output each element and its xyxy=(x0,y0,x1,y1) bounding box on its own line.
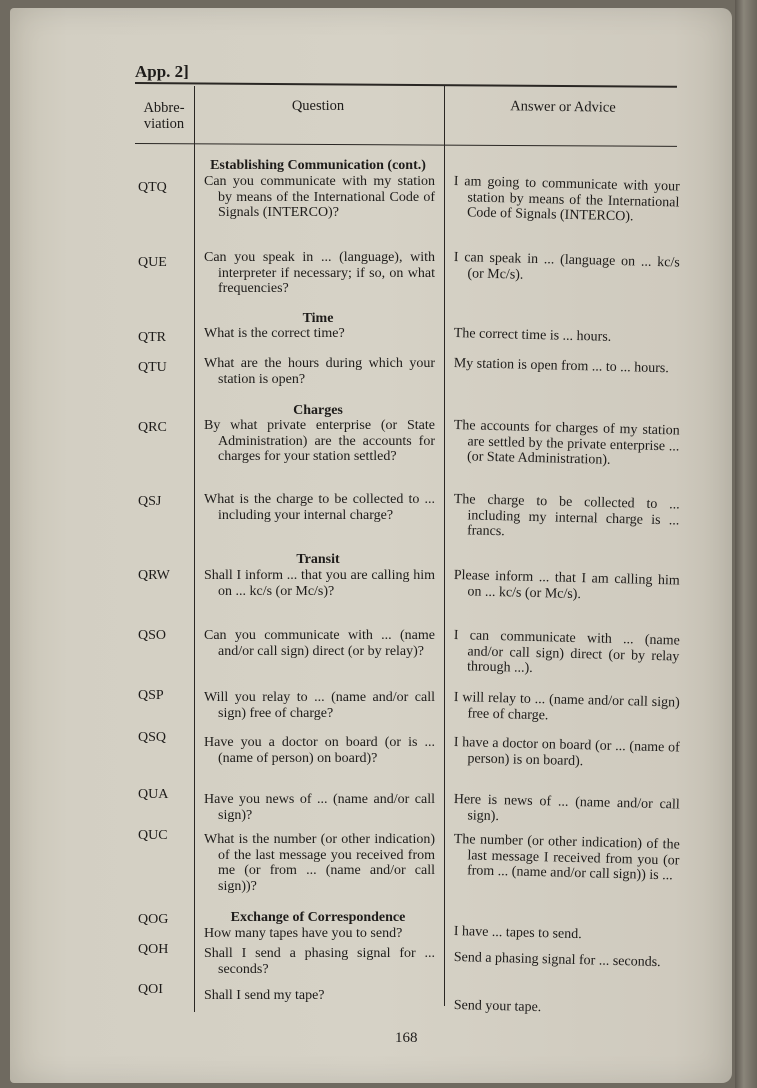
row-question: Can you speak in ... (language), with interpreter if necessary; if so, on what frequencies? xyxy=(204,250,435,296)
row-abbreviation: QOG xyxy=(138,912,169,927)
row-answer: Please inform ... that I am calling him on ... kc/s (or Mc/s). xyxy=(453,568,680,602)
row-answer: Send a phasing signal for ... seconds. xyxy=(453,950,661,971)
row-question: Have you a doctor on board (or is ... (name of person) on board)? xyxy=(204,735,435,766)
row-answer: I can communicate with ... (name and/or call sign) direct (or by relay through ...). xyxy=(453,628,680,676)
row-answer: The number (or other indication) of the last message I received from you (or from ... (name and/or call sign)) is ... xyxy=(453,832,680,884)
row-answer: The correct time is ... hours. xyxy=(453,326,612,345)
row-answer: I am going to communicate with your station by means of the International Code of Signals (INTERCO). xyxy=(453,174,680,225)
row-answer: Here is news of ... (name and/or call sign). xyxy=(453,792,680,824)
row-question: What are the hours during which your station is open? xyxy=(204,356,435,387)
row-question: How many tapes have you to send? xyxy=(204,926,403,941)
row-question: Can you communicate with my station by means of the International Code of Signals (INTERCO)? xyxy=(204,174,435,220)
row-abbreviation: QSP xyxy=(138,688,164,703)
row-abbreviation: QUE xyxy=(138,255,167,270)
section-heading: Charges xyxy=(293,403,343,418)
row-abbreviation: QSJ xyxy=(138,494,162,509)
column-divider xyxy=(194,86,195,1012)
page-number: 168 xyxy=(395,1030,418,1046)
row-abbreviation: QOH xyxy=(138,942,169,957)
row-question: Shall I send a phasing signal for ... seconds? xyxy=(204,946,435,977)
row-question: What is the number (or other indication) of the last message you received from me (or from ... (name and/or call sign))? xyxy=(204,832,435,894)
row-answer: The accounts for charges of my station are settled by the private enterprise ... (or State Administration). xyxy=(453,418,680,468)
row-question: Shall I inform ... that you are calling him on ... kc/s (or Mc/s)? xyxy=(204,568,435,599)
row-question: Can you communicate with ... (name and/or call sign) direct (or by relay)? xyxy=(204,628,435,659)
appendix-header: App. 2] xyxy=(135,62,189,81)
row-question: By what private enterprise (or State Administration) are the accounts for charges for your station settled? xyxy=(204,418,435,464)
row-question: Will you relay to ... (name and/or call sign) free of charge? xyxy=(204,690,435,721)
row-question: What is the correct time? xyxy=(204,326,345,341)
row-abbreviation: QTU xyxy=(138,360,167,375)
section-heading: Transit xyxy=(296,552,340,567)
row-abbreviation: QUA xyxy=(138,787,169,802)
column-header-question: Question xyxy=(291,98,345,114)
row-abbreviation: QUC xyxy=(138,828,168,843)
row-question: Shall I send my tape? xyxy=(204,988,325,1003)
row-answer: My station is open from ... to ... hours. xyxy=(453,356,669,377)
column-header-abbreviation: Abbre- viation xyxy=(143,100,185,132)
row-answer: I can speak in ... (language on ... kc/s (or Mc/s). xyxy=(453,250,680,283)
row-abbreviation: QTR xyxy=(138,330,166,345)
row-answer: I will relay to ... (name and/or call sign) free of charge. xyxy=(453,690,680,723)
section-heading: Establishing Communication (cont.) xyxy=(210,158,426,173)
row-abbreviation: QRW xyxy=(138,568,170,583)
section-heading: Time xyxy=(302,311,334,326)
row-abbreviation: QSQ xyxy=(138,730,167,745)
row-question: What is the charge to be collected to ... including your internal charge? xyxy=(204,492,435,523)
row-answer: The charge to be collected to ... including my internal charge is ... francs. xyxy=(453,492,680,540)
column-divider xyxy=(444,86,445,1006)
row-answer: Send your tape. xyxy=(453,998,542,1016)
row-answer: I have ... tapes to send. xyxy=(453,924,582,943)
section-heading: Exchange of Correspondence xyxy=(230,910,406,925)
column-header-answer: Answer or Advice xyxy=(510,98,616,116)
book-edge xyxy=(735,0,757,1088)
row-abbreviation: QOI xyxy=(138,982,163,997)
row-abbreviation: QSO xyxy=(138,628,167,643)
row-answer: I have a doctor on board (or ... (name of person) is on board). xyxy=(453,735,680,769)
row-abbreviation: QRC xyxy=(138,420,167,435)
row-abbreviation: QTQ xyxy=(138,180,167,195)
row-question: Have you news of ... (name and/or call sign)? xyxy=(204,792,435,823)
